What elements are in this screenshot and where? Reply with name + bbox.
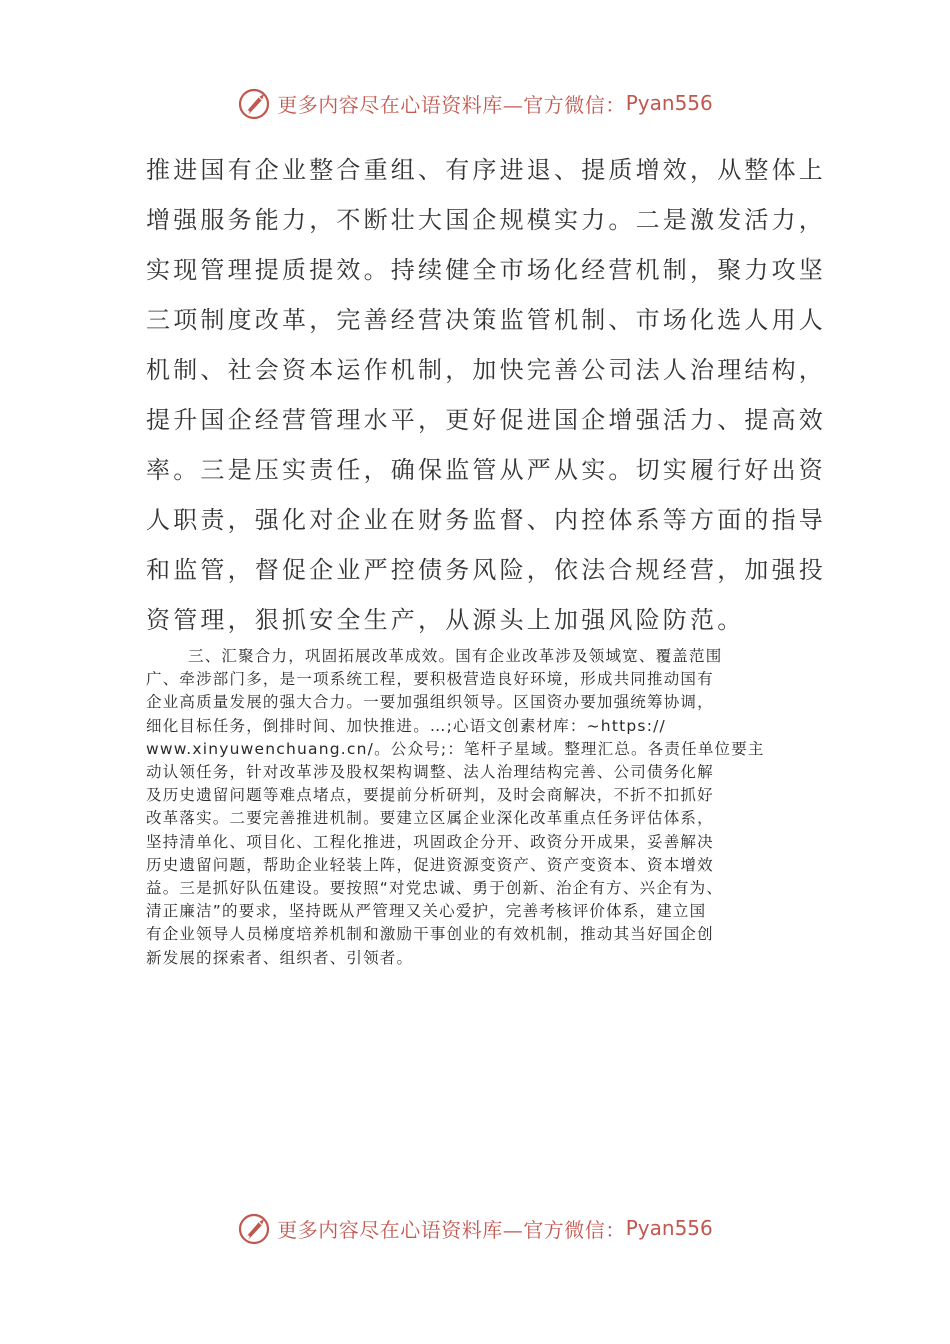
- text-line: 清正廉洁”的要求，坚持既从严管理又关心爱护，完善考核评价体系，建立国: [146, 902, 707, 921]
- header-banner: [0, 83, 950, 123]
- header-banner-wechat-id: Pyan556: [625, 91, 713, 115]
- pen-nib-logo-icon: [237, 1210, 273, 1246]
- text-line: 三、汇聚合力，巩固拓展改革成效。国有企业改革涉及领域宽、覆盖范围: [188, 647, 723, 665]
- text-line: 三项制度改革，完善经营决策监管机制、市场化选人用人: [146, 306, 826, 334]
- text-line: 细化目标任务，倒排时间、加快推进。…;心语文创素材库：~https://: [146, 716, 666, 735]
- text-line: 坚持清单化、项目化、工程化推进，巩固政企分开、政资分开成果，妥善解决: [146, 832, 714, 851]
- pen-nib-logo-icon: [237, 85, 273, 121]
- text-line: 增强服务能力，不断壮大国企规模实力。二是激发活力，: [146, 206, 826, 234]
- text-line: 机制、社会资本运作机制，加快完善公司法人治理结构，: [146, 356, 826, 384]
- footer-banner-text: 更多内容尽在心语资料库—官方微信：: [277, 1217, 626, 1242]
- text-line: 广、牵涉部门多，是一项系统工程，要积极营造良好环境，形成共同推动国有: [146, 670, 714, 689]
- header-banner-text: 更多内容尽在心语资料库—官方微信：: [277, 92, 626, 117]
- footer-banner-wechat-id: Pyan556: [625, 1216, 713, 1240]
- text-line: 新发展的探索者、组织者、引领者。: [146, 948, 414, 967]
- text-line: 企业高质量发展的强大合力。一要加强组织领导。区国资办要加强统筹协调，: [146, 693, 714, 712]
- text-line: 历史遗留问题，帮助企业轻装上阵，促进资源变资产、资产变资本、资本增效: [146, 855, 714, 874]
- large-paragraph: [146, 145, 826, 645]
- text-line: 改革落实。二要完善推进机制。要建立区属企业深化改革重点任务评估体系，: [146, 809, 714, 828]
- text-line: 和监管，督促企业严控债务风险，依法合规经营，加强投: [146, 556, 826, 584]
- text-line: 推进国有企业整合重组、有序进退、提质增效，从整体上: [146, 156, 826, 184]
- text-line: www.xinyuwenchuang.cn/。公众号;：笔杆子星域。整理汇总。各责任单位要主: [146, 739, 765, 758]
- text-line: 提升国企经营管理水平，更好促进国企增强活力、提高效: [146, 406, 826, 434]
- text-line: 率。三是压实责任，确保监管从严从实。切实履行好出资: [146, 456, 826, 484]
- text-line: 及历史遗留问题等难点堵点，要提前分析研判，及时会商解决，不折不扣抓好: [146, 786, 714, 805]
- text-line: 人职责，强化对企业在财务监督、内控体系等方面的指导: [146, 506, 826, 534]
- text-line: 动认领任务，针对改革涉及股权架构调整、法人治理结构完善、公司债务化解: [146, 763, 714, 782]
- footer-banner: [0, 1208, 950, 1248]
- text-line: 有企业领导人员梯度培养机制和激励干事创业的有效机制，推动其当好国企创: [146, 925, 714, 944]
- text-line: 实现管理提质提效。持续健全市场化经营机制，聚力攻坚: [146, 256, 826, 284]
- text-line: 益。三是抓好队伍建设。要按照“对党忠诚、勇于创新、治企有方、兴企有为、: [146, 879, 724, 898]
- text-line: 资管理，狠抓安全生产，从源头上加强风险防范。: [146, 606, 745, 634]
- small-paragraph: [146, 645, 806, 970]
